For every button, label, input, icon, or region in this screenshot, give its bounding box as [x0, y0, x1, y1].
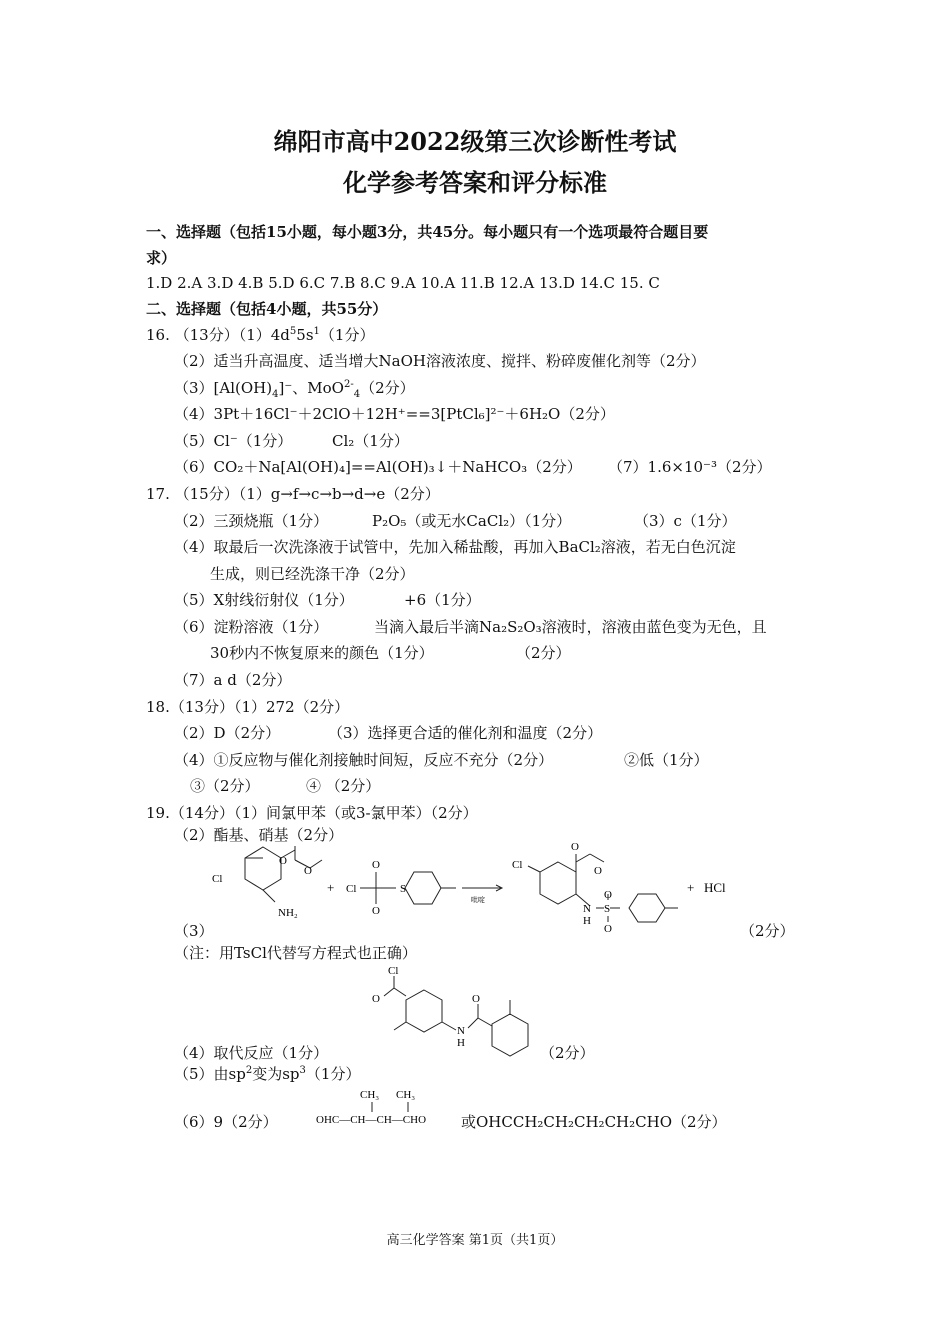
q17-line-2b: P₂O₅（或无水CaCl₂）（1分）	[372, 512, 572, 530]
tscl-cl: Cl	[346, 883, 357, 895]
tscl-o1: O	[372, 859, 380, 871]
reactant1-ring	[245, 847, 281, 890]
product-ring-1	[540, 862, 576, 904]
reactant1-o1: O	[279, 855, 287, 867]
title-line-1: 绵阳市高中2022级第三次诊断性考试	[273, 127, 677, 156]
section2-header: 二、选择题（包括4小题，共55分）	[146, 300, 388, 318]
structure-ring-1	[406, 990, 442, 1032]
structure-cl: Cl	[388, 965, 399, 977]
product-h: H	[583, 915, 591, 927]
q16-line-5b: Cl₂（1分）	[332, 432, 409, 450]
dialdehyde-chain: OHC—CH—CH—CHO	[316, 1114, 427, 1126]
q17-line-1: 17. （15分）（1）g→f→c→b→d→e（2分）	[146, 485, 440, 503]
product-o2: O	[594, 865, 602, 877]
q17-line-5a: （5）X射线衍射仪（1分）	[174, 591, 354, 609]
q17-line-6b: 当滴入最后半滴Na₂S₂O₃溶液时，溶液由蓝色变为无色，且	[374, 618, 767, 636]
q19-line-3: （3）	[174, 922, 214, 940]
reaction-scheme	[200, 841, 726, 940]
section1-header: 一、选择题（包括15小题，每小题3分，共45分。每小题只有一个选项最符合题目要	[146, 223, 709, 241]
methyl-2: CH₃	[396, 1089, 416, 1101]
product-ring-2	[629, 894, 665, 922]
product-s: S	[604, 903, 611, 915]
reactant1-cl: Cl	[212, 873, 223, 885]
q19-line-1: 19.（14分）（1）间氯甲苯（或3-氯甲苯）（2分）	[146, 804, 478, 822]
q19-4-structure	[364, 962, 554, 1058]
q16-line-1: 16. （13分）$(1)4d^55s^1(1$分）	[146, 326, 375, 344]
q16-line-5a: （5）Cl⁻（1分）	[174, 432, 293, 450]
q17-line-3: （3）c（1分）	[634, 512, 737, 530]
mc-answers: 1.D 2.A 3.D 4.B 5.D 6.C 7.B 8.C 9.A 10.A 11.B 12.A 13.D 14.C 15. C	[146, 274, 660, 292]
q17-line-6d: （2分）	[516, 644, 571, 662]
q18-line-4c: ③（2分）	[190, 777, 260, 795]
reaction-condition: 吡啶	[471, 896, 485, 904]
structure-h: H	[457, 1037, 465, 1049]
q16-line-4: （4）3Pt＋16Cl⁻＋2ClO＋12H⁺==3[PtCl₆]²⁻＋6H₂O（2分）	[174, 405, 615, 423]
product-o3: O	[604, 889, 612, 901]
plus-sign-1: +	[327, 880, 335, 895]
tscl-o2: O	[372, 905, 380, 917]
q17-line-2a: （2）三颈烧瓶（1分）	[174, 512, 329, 530]
q16-line-7: （7）1.6×10⁻³（2分）	[608, 458, 772, 476]
q17-line-7: （7）a d（2分）	[174, 671, 292, 689]
structure-o2: O	[472, 993, 480, 1005]
q17-line-6c: 30秒内不恢复原来的颜色（1分）	[210, 644, 434, 662]
reactant1-o2: O	[304, 865, 312, 877]
section1-header-cont: 求）	[146, 249, 177, 267]
product-cl: Cl	[512, 859, 523, 871]
reactant1-nh2: NH₂	[278, 907, 298, 919]
q18-line-4b: ②低（1分）	[624, 751, 709, 769]
q17-line-5b: +6（1分）	[404, 591, 481, 609]
q19-6-structure	[314, 1086, 464, 1130]
plus-sign-2: +	[687, 880, 695, 895]
q18-line-4a: （4）①反应物与催化剂接触时间短，反应不充分（2分）	[174, 751, 554, 769]
title-line-2: 化学参考答案和评分标准	[343, 168, 607, 197]
hcl-product: HCl	[704, 880, 726, 895]
q18-line-3: （3）选择更合适的催化剂和温度（2分）	[328, 724, 603, 742]
q19-line-4-score: （2分）	[540, 1044, 595, 1062]
page-footer: 高三化学答案 第1页（共1页）	[386, 1233, 564, 1248]
structure-ring-2	[492, 1014, 528, 1056]
q17-line-4a: （4）取最后一次洗涤液于试管中，先加入稀盐酸，再加入BaCl₂溶液，若无白色沉淀	[174, 538, 736, 556]
q18-line-4d: ④ （2分）	[306, 777, 381, 795]
structure-o1: O	[372, 993, 380, 1005]
product-n: N	[583, 903, 591, 915]
q18-line-1: 18.（13分）（1）272（2分）	[146, 698, 350, 716]
q16-line-3: $(3)[Al(OH)_4]^-$、MoO$^{2-}_4$（2分）	[174, 379, 415, 400]
q19-line-3-score: （2分）	[740, 922, 795, 940]
q19-line-2: （2）酯基、硝基（2分）	[174, 826, 344, 844]
q19-line-6b: 或OHCCH₂CH₂CH₂CH₂CHO（2分）	[461, 1113, 727, 1131]
q17-line-6a: （6）淀粉溶液（1分）	[174, 618, 329, 636]
q16-line-2: （2）适当升高温度、适当增大NaOH溶液浓度、搅拌、粉碎废催化剂等（2分）	[174, 352, 706, 370]
methyl-1: CH₃	[360, 1089, 380, 1101]
product-o1: O	[571, 841, 579, 853]
q16-line-6a: （6）CO₂＋Na[Al(OH)₄]==Al(OH)₃↓＋NaHCO₃（2分）	[174, 458, 582, 476]
tscl-ring	[405, 872, 441, 904]
tscl-s: S	[400, 883, 407, 895]
q19-line-5: （5）由$sp^2$变为$sp^3(1$分）	[174, 1065, 361, 1083]
product-o4: O	[604, 923, 612, 935]
structure-n: N	[457, 1025, 465, 1037]
q17-line-4b: 生成，则已经洗涤干净（2分）	[210, 565, 415, 583]
q19-line-4: （4）取代反应（1分）	[174, 1044, 329, 1062]
q18-line-2: （2）D（2分）	[174, 724, 281, 742]
q19-note: （注：用TsCl代替写方程式也正确）	[174, 944, 417, 962]
q19-line-6a: （6）9（2分）	[174, 1113, 278, 1131]
